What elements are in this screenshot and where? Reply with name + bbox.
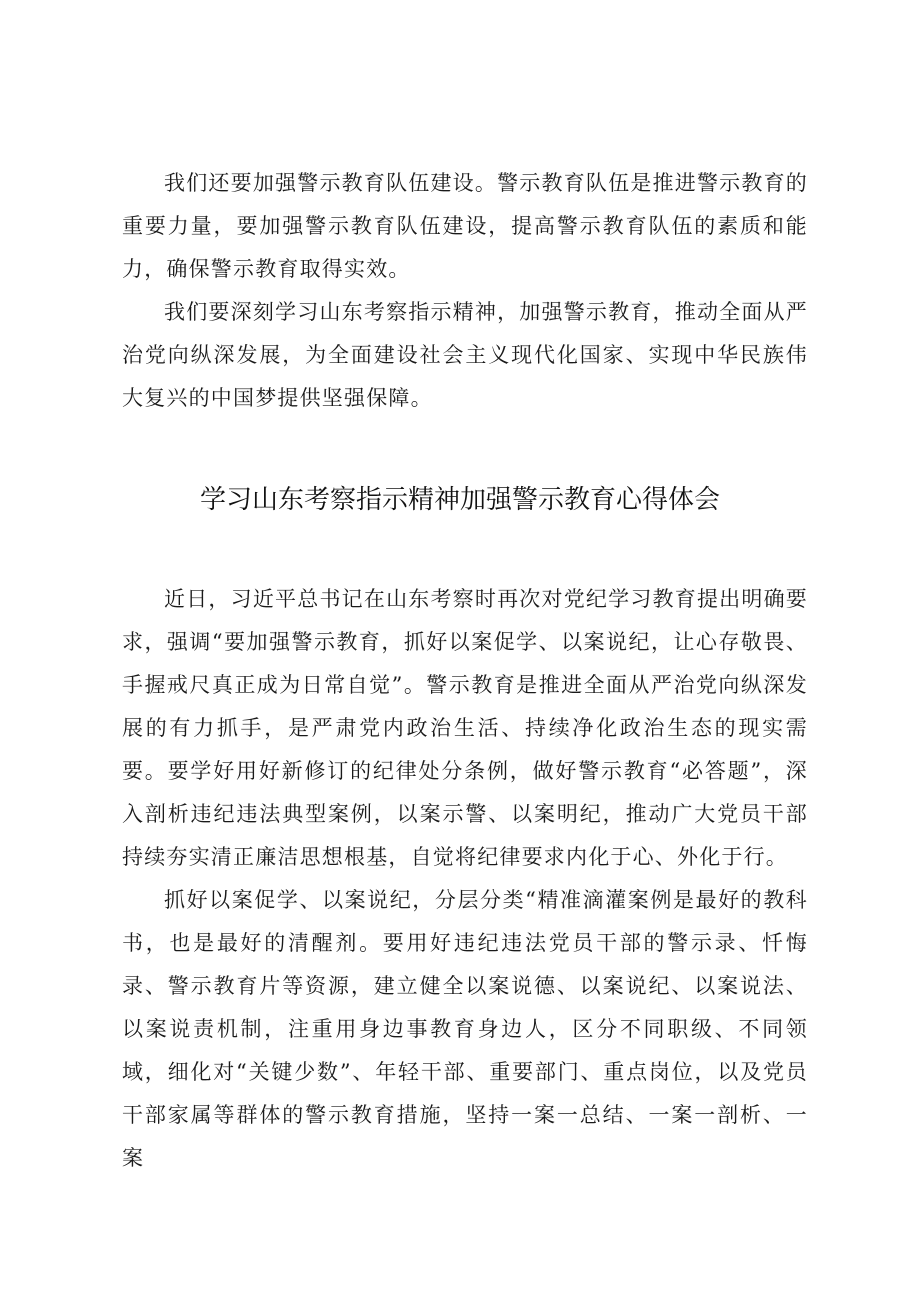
top-text-block bbox=[122, 162, 808, 420]
paragraph-study-spirit: 我们要深刻学习山东考察指示精神，加强警示教育，推动全面从严治党向纵深发展，为全面建设社会主义现代化国家、实现中华民族伟大复兴的中国梦提供坚强保障。 bbox=[122, 300, 808, 410]
article-title: 学习山东考察指示精神加强警示教育心得体会 bbox=[199, 485, 720, 515]
paragraph-case-study: 抓好以案促学、以案说纪，分层分类“精准滴灌案例是最好的教科书，也是最好的清醒剂。要用好违纪违法党员干部的警示录、忏悔录、警示教育片等资源，建立健全以案说德、以案说纪、以案说法、以案说责机制，注重用身边事教育身边人，区分不同职级、不同领域，细化对“关键少数”、年轻干部、重要部门、重点岗位，以及党员干部家属等群体的警示教育措施，坚持一案一总结、一案一剖析、一案 bbox=[122, 888, 808, 1170]
paragraph-warning-team: 我们还要加强警示教育队伍建设。警示教育队伍是推进警示教育的重要力量，要加强警示教育队伍建设，提高警示教育队伍的素质和能力，确保警示教育取得实效。 bbox=[122, 171, 808, 281]
body-text-block bbox=[122, 578, 808, 1180]
paragraph-intro: 近日，习近平总书记在山东考察时再次对党纪学习教育提出明确要求，强调“要加强警示教育，抓好以案促学、以案说纪，让心存敬畏、手握戒尺真正成为日常自觉”。警示教育是推进全面从严治党向纵深发展的有力抓手，是严肃党内政治生活、持续净化政治生态的现实需要。要学好用好新修订的纪律处分条例，做好警示教育“必答题”，深入剖析违纪违法典型案例，以案示警、以案明纪，推动广大党员干部持续夯实清正廉洁思想根基，自觉将纪律要求内化于心、外化于行。 bbox=[122, 587, 808, 869]
